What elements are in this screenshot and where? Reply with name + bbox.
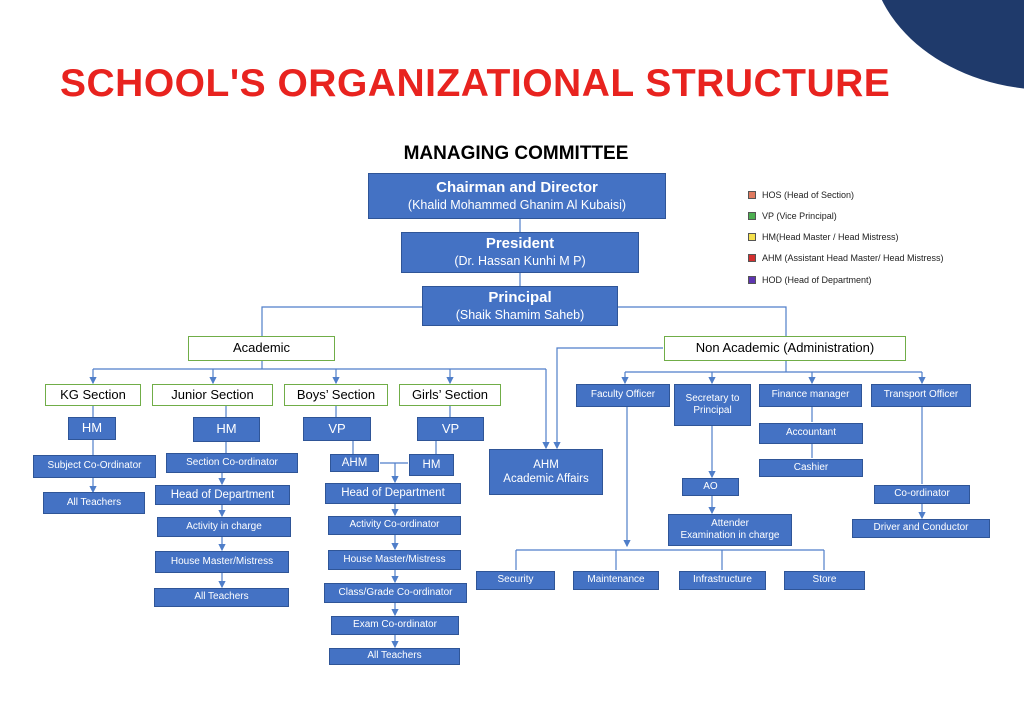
accountant-box: Accountant xyxy=(759,423,863,444)
junior-hm-box: HM xyxy=(193,417,260,442)
infrastructure-box: Infrastructure xyxy=(679,571,766,590)
chairman-title: Chairman and Director xyxy=(436,178,598,196)
shared-class-coordinator-box: Class/Grade Co-ordinator xyxy=(324,583,467,603)
president-box xyxy=(401,232,639,273)
security-box: Security xyxy=(476,571,555,590)
legend-swatch xyxy=(748,254,756,262)
attender-line2: Examination in charge xyxy=(680,530,780,541)
legend-label: AHM (Assistant Head Master/ Head Mistress) xyxy=(762,253,944,263)
attender-line1: Attender xyxy=(711,517,749,529)
ahm-academic-affairs-box xyxy=(489,449,603,495)
driver-conductor-box: Driver and Conductor xyxy=(852,519,990,538)
maintenance-box: Maintenance xyxy=(573,571,659,590)
junior-hod-box: Head of Department xyxy=(155,485,290,505)
secretary-line2: Principal xyxy=(693,405,732,416)
attender-box xyxy=(668,514,792,546)
kg-section-box: KG Section xyxy=(45,384,141,406)
legend-swatch xyxy=(748,276,756,284)
junior-section-box: Junior Section xyxy=(152,384,273,406)
junior-all-teachers-box: All Teachers xyxy=(154,588,289,607)
legend-label: HOD (Head of Department) xyxy=(762,275,872,285)
president-title: President xyxy=(485,235,555,253)
legend-item xyxy=(748,253,944,263)
shared-activity-coordinator-box: Activity Co-ordinator xyxy=(328,516,461,535)
ahm-academic-line2: Academic Affairs xyxy=(503,473,589,485)
shared-exam-coordinator-box: Exam Co-ordinator xyxy=(331,616,459,635)
cashier-box: Cashier xyxy=(759,459,863,477)
managing-committee-heading: MANAGING COMMITTEE xyxy=(403,143,629,164)
junior-activity-box: Activity in charge xyxy=(157,517,291,537)
legend-item xyxy=(748,211,837,221)
girls-hm-box: HM xyxy=(409,454,454,476)
kg-all-teachers-box: All Teachers xyxy=(43,492,145,514)
legend-item xyxy=(748,275,872,285)
kg-hm-box: HM xyxy=(68,417,116,440)
girls-vp-box: VP xyxy=(417,417,484,441)
secretary-line1: Secretary to xyxy=(685,392,740,404)
finance-manager-box: Finance manager xyxy=(759,384,862,407)
legend-item xyxy=(748,190,854,200)
academic-box: Academic xyxy=(188,336,335,361)
junior-house-master-box: House Master/Mistress xyxy=(155,551,289,573)
president-name: (Dr. Hassan Kunhi M P) xyxy=(454,254,586,269)
legend-label: HM(Head Master / Head Mistress) xyxy=(762,232,899,242)
principal-name: (Shaik Shamim Saheb) xyxy=(455,307,585,322)
shared-house-master-box: House Master/Mistress xyxy=(328,550,461,570)
faculty-officer-box: Faculty Officer xyxy=(576,384,670,407)
legend-item xyxy=(748,232,899,242)
ahm-academic-line1: AHM xyxy=(533,458,559,471)
ao-box: AO xyxy=(682,478,739,496)
boys-vp-box: VP xyxy=(303,417,371,441)
boys-ahm-box: AHM xyxy=(330,454,379,472)
chairman-name: (Khalid Mohammed Ghanim Al Kubaisi) xyxy=(407,197,627,212)
transport-coordinator-box: Co-ordinator xyxy=(874,485,970,504)
legend-swatch xyxy=(748,191,756,199)
transport-officer-box: Transport Officer xyxy=(871,384,971,407)
legend-label: VP (Vice Principal) xyxy=(762,211,837,221)
store-box: Store xyxy=(784,571,865,590)
girls-section-box: Girls’ Section xyxy=(399,384,501,406)
legend-label: HOS (Head of Section) xyxy=(762,190,855,200)
shared-all-teachers-box: All Teachers xyxy=(329,648,460,665)
legend-swatch xyxy=(748,212,756,220)
kg-subject-coordinator-box: Subject Co-Ordinator xyxy=(33,455,156,478)
page-title: SCHOOL'S ORGANIZATIONAL STRUCTURE xyxy=(60,62,891,105)
principal-title: Principal xyxy=(488,288,552,306)
shared-hod-box: Head of Department xyxy=(325,483,461,504)
chairman-director-box xyxy=(368,173,666,219)
legend-swatch xyxy=(748,233,756,241)
junior-section-coordinator-box: Section Co-ordinator xyxy=(166,453,298,473)
principal-box xyxy=(422,286,618,326)
secretary-box xyxy=(674,384,751,426)
boys-section-box: Boys’ Section xyxy=(284,384,388,406)
non-academic-box: Non Academic (Administration) xyxy=(664,336,906,361)
